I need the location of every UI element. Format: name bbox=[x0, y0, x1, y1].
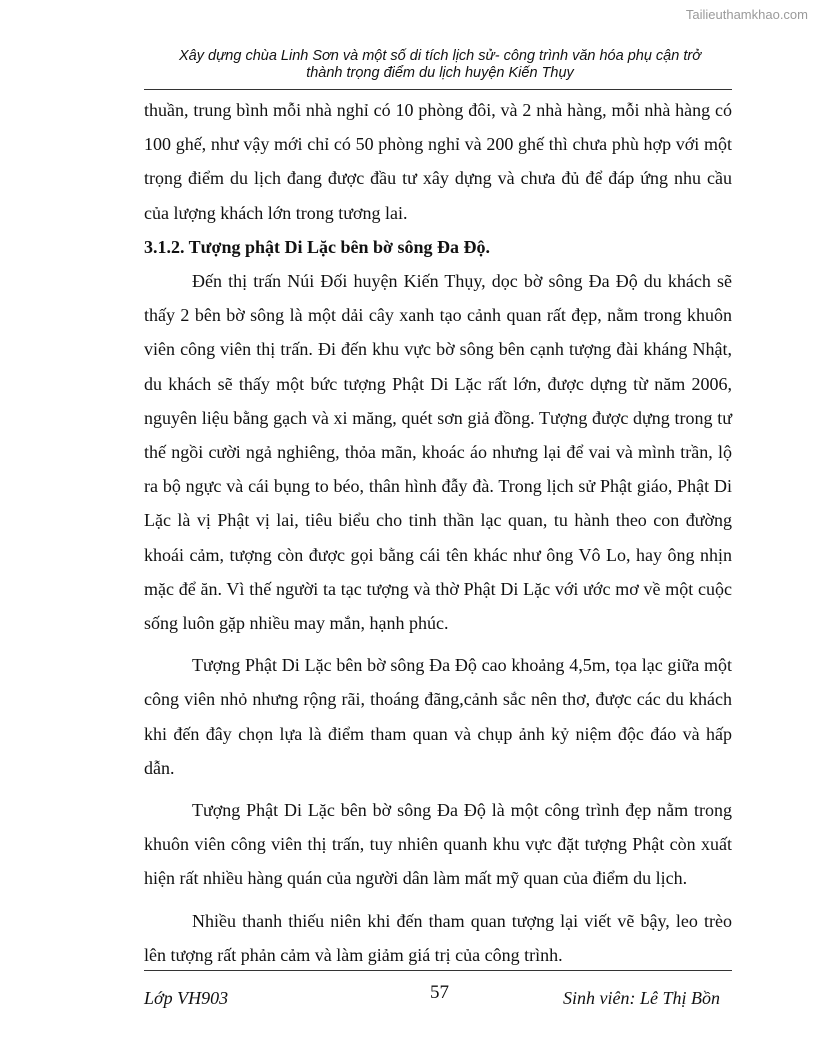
paragraph: Nhiều thanh thiếu niên khi đến tham quan tượng lại viết vẽ bậy, leo trèo lên tượng rất phản cảm và làm giảm giá trị của công trình. bbox=[144, 910, 732, 965]
page-body bbox=[144, 93, 732, 972]
footer-class: Lớp VH903 bbox=[144, 988, 229, 1008]
section-heading: 3.1.2. Tượng phật Di Lặc bên bờ sông Đa Độ. bbox=[144, 236, 490, 257]
header-line-2: thành trọng điểm du lịch huyện Kiến Thụy bbox=[306, 65, 574, 81]
paragraph: Tượng Phật Di Lặc bên bờ sông Đa Độ là một công trình đẹp nằm trong khuôn viên công viên thị trấn, tuy nhiên quanh khu vực đặt tượng Phật còn xuất hiện rất nhiều hàng quán của người dân làm mất mỹ quan của điểm du lịch. bbox=[144, 800, 732, 889]
paragraph: Tượng Phật Di Lặc bên bờ sông Đa Độ cao khoảng 4,5m, tọa lạc giữa một công viên nhỏ nhưng rộng rãi, thoáng đãng,cảnh sắc nên thơ, được các du khách khi đến đây chọn lựa là điểm tham quan và chụp ảnh kỷ niệm độc đáo và hấp dẫn. bbox=[144, 655, 732, 778]
footer-divider bbox=[144, 970, 732, 971]
running-header bbox=[140, 48, 740, 82]
paragraph: Đến thị trấn Núi Đối huyện Kiến Thụy, dọc bờ sông Đa Độ du khách sẽ thấy 2 bên bờ sông là một dải cây xanh tạo cảnh quan rất đẹp, nằm trong khuôn viên công viên thị trấn. Đi đến khu vực bờ sông bên cạnh tượng đài kháng Nhật, du khách sẽ thấy một bức tượng Phật Di Lặc rất lớn, được dựng từ năm 2006, nguyên liệu bằng gạch và xi măng, quét sơn giả đồng. Tượng được dựng trong tư thế ngồi cười ngả nghiêng, thỏa mãn, khoác áo nhưng lại để vai và mình trần, lộ ra bộ ngực và cái bụng to béo, thân hình đẫy đà. Trong lịch sử Phật giáo, Phật Di Lặc là vị Phật vị lai, tiêu biểu cho tinh thần lạc quan, tu hành theo con đường khoái cảm, tượng còn được gọi bằng cái tên khác như ông Vô Lo, hay ông nhịn mặc để ăn. Vì thế người ta tạc tượng và thờ Phật Di Lặc với ước mơ về một cuộc sống luôn gặp nhiều may mắn, hạnh phúc. bbox=[144, 271, 732, 634]
page-footer bbox=[144, 982, 732, 1012]
header-divider bbox=[144, 89, 732, 90]
header-line-1: Xây dựng chùa Linh Sơn và một số di tích lịch sử- công trình văn hóa phụ cận trở bbox=[179, 48, 701, 64]
watermark: Tailieuthamkhao.com bbox=[685, 7, 808, 22]
page-number: 57 bbox=[430, 982, 449, 1003]
paragraph-continued: thuần, trung bình mỗi nhà nghỉ có 10 phòng đôi, và 2 nhà hàng, mỗi nhà hàng có 100 ghế, như vậy mới chỉ có 50 phòng nghỉ và 200 ghế thì chưa phù hợp với một trọng điểm du lịch đang được đầu tư xây dựng và chưa đủ để đáp ứng nhu cầu của lượng khách lớn trong tương lai. bbox=[144, 100, 732, 223]
footer-student: Sinh viên: Lê Thị Bồn bbox=[563, 988, 720, 1008]
